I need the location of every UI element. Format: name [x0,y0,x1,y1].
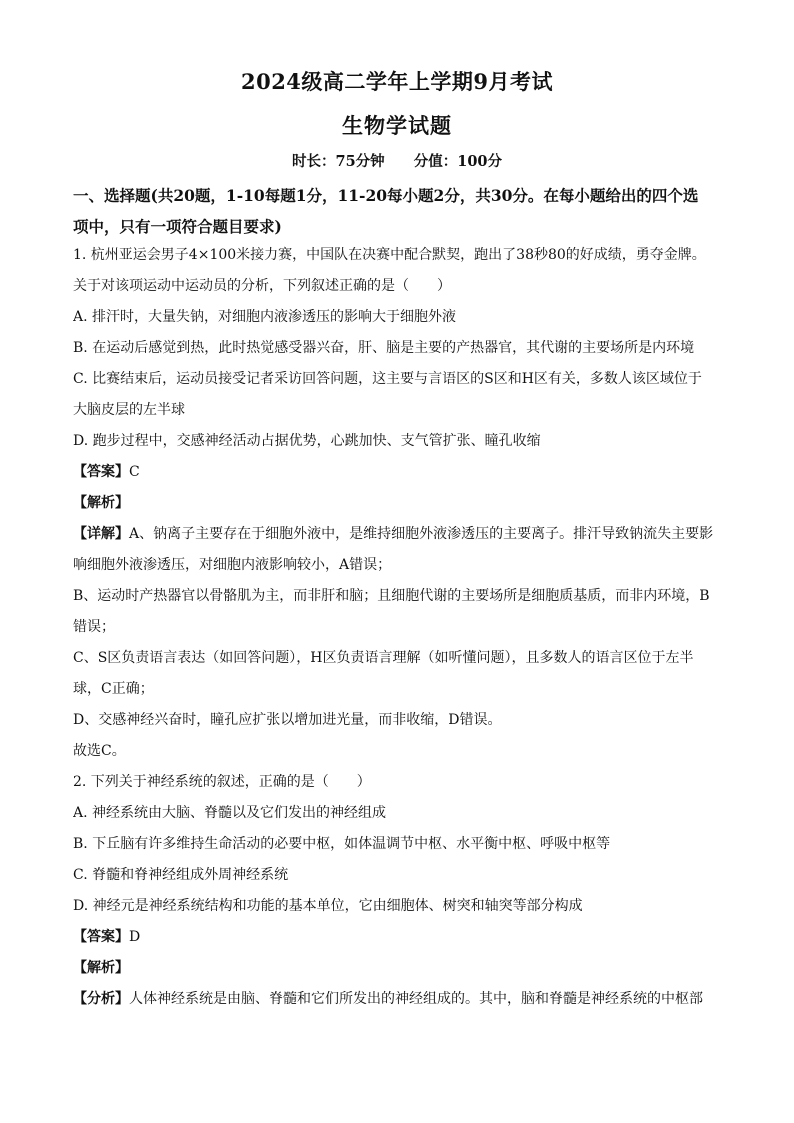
q1-detail-line6: 球，C正确； [73,681,154,697]
q1-detail-tag: 【详解】 [73,526,129,542]
q1-answer-value: C [129,464,140,480]
q2-option-b: B. 下丘脑有许多维持生命活动的必要中枢，如体温调节中枢、水平衡中枢、呼吸中枢等 [73,836,611,852]
q1-answer [73,457,723,488]
q2-answer [73,922,723,953]
subject-title: 生物学试题 [342,113,452,138]
exam-duration: 时长：75分钟 [291,153,385,170]
q1-analysis-tag: 【解析】 [73,495,129,511]
exam-title: 2024级高二学年上学期9月考试 [240,69,554,94]
q1-detail-line3: B、运动时产热器官以骨骼肌为主，而非肝和脑；且细胞代谢的主要场所是细胞质基质，而非内环境，B [73,588,710,604]
section-heading-line1: 一、选择题(共20题，1-10每题1分，11-20每小题2分，共30分。在每小题给出的四个选 [73,186,699,205]
q1-detail-text1: A、钠离子主要存在于细胞外液中，是维持细胞外液渗透压的主要离子。排汗导致钠流失主要影 [129,526,714,542]
section-heading [73,180,723,242]
q2-option-d: D. 神经元是神经系统结构和功能的基本单位，它由细胞体、树突和轴突等部分构成 [73,898,583,914]
exam-score: 分值：100分 [413,153,503,170]
q2-option-a: A. 神经系统由大脑、脊髓以及它们发出的神经组成 [73,805,387,821]
q2-answer-tag: 【答案】 [73,929,129,945]
q1-option-b: B. 在运动后感觉到热，此时热觉感受器兴奋，肝、脑是主要的产热器官，其代谢的主要场所是内环境 [73,340,695,356]
q1-detail-line5: C、S区负责语言表达（如回答问题），H区负责语言理解（如听懂问题），且多数人的语言区位于左半 [73,650,694,666]
q1-detail-line1 [73,519,723,550]
exam-meta [0,150,794,171]
q1-option-c-line2: 大脑皮层的左半球 [73,402,185,418]
section-heading-line2: 项中，只有一项符合题目要求) [73,217,282,236]
q2-analysis-line1 [73,984,723,1015]
questions-body [73,240,723,1015]
q1-option-c-line1: C. 比赛结束后，运动员接受记者采访回答问题，这主要与言语区的S区和H区有关，多数人该区域位于 [73,371,702,387]
q2-fenxi-tag: 【分析】 [73,991,129,1007]
q2-fenxi-text1: 人体神经系统是由脑、脊髓和它们所发出的神经组成的。其中，脑和脊髓是神经系统的中枢部 [129,991,703,1007]
q1-option-a: A. 排汗时，大量失钠，对细胞内液渗透压的影响大于细胞外液 [73,309,457,325]
q1-stem-line1: 1. 杭州亚运会男子4×100米接力赛，中国队在决赛中配合默契，跑出了38秒80的好成绩，勇夺金牌。 [73,247,706,263]
q2-stem: 2. 下列关于神经系统的叙述，正确的是（ ） [73,774,371,790]
q1-detail-line2: 响细胞外液渗透压，对细胞内液影响较小，A错误； [73,557,392,573]
q1-detail-line8: 故选C。 [73,743,126,759]
q1-option-d: D. 跑步过程中，交感神经活动占据优势，心跳加快、支气管扩张、瞳孔收缩 [73,433,541,449]
q1-detail-line7: D、交感神经兴奋时，瞳孔应扩张以增加进光量，而非收缩，D错误。 [73,712,502,728]
q1-detail-line4: 错误； [73,619,115,635]
q1-stem-line2: 关于对该项运动中运动员的分析，下列叙述正确的是（ ） [73,278,451,294]
q2-analysis-tag: 【解析】 [73,960,129,976]
q2-option-c: C. 脊髓和脊神经组成外周神经系统 [73,867,289,883]
q1-answer-tag: 【答案】 [73,464,129,480]
q2-answer-value: D [129,929,141,945]
